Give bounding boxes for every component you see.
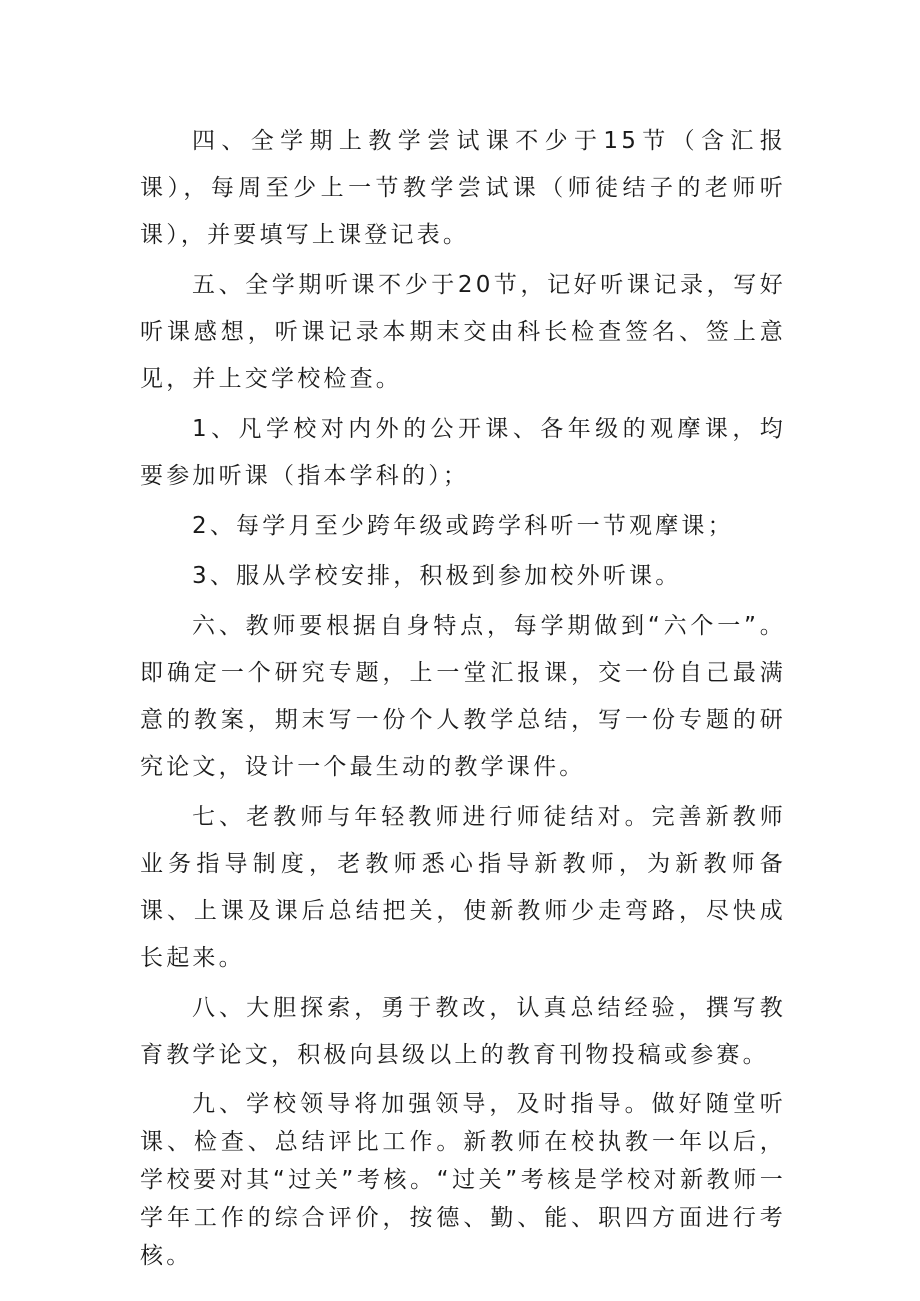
paragraph-item-2: 2、每学月至少跨年级或跨学科听一节观摩课； bbox=[192, 513, 734, 539]
paragraph-assessment: 九、学校领导将加强领导，及时指导。做好随堂听课、检查、总结评比工作。新教师在校执教一年以后，学校要对其“过关”考核。“过关”考核是学校对新教师一学年工作的综合评价，按德、勤、能、职四方面进行考核。 bbox=[140, 1091, 786, 1269]
paragraph-lesson-observation: 五、全学期听课不少于20节，记好听课记录，写好听课感想，听课记录本期末交由科长检查签名、签上意见，并上交学校检查。 bbox=[140, 272, 786, 392]
paragraph-item-3: 3、服从学校安排，积极到参加校外听课。 bbox=[192, 563, 682, 589]
paragraph-six-ones: 六、教师要根据自身特点，每学期做到“六个一”。即确定一个研究专题，上一堂汇报课，交一份自己最满意的教案，期末写一份个人教学总结，写一份专题的研究论文，设计一个最生动的教学课件。 bbox=[140, 613, 786, 780]
paragraph-item-1: 1、凡学校对内外的公开课、各年级的观摩课，均要参加听课（指本学科的）； bbox=[140, 416, 786, 489]
paragraph-mentorship: 七、老教师与年轻教师进行师徒结对。完善新教师业务指导制度，老教师悉心指导新教师，为新教师备课、上课及课后总结把关，使新教师少走弯路，尽快成长起来。 bbox=[140, 804, 786, 971]
document-body bbox=[140, 118, 786, 1275]
paragraph-teaching-reform: 八、大胆探索，勇于教改，认真总结经验，撰写教育教学论文，积极向县级以上的教育刊物投稿或参赛。 bbox=[140, 995, 786, 1068]
paragraph-trial-lessons: 四、全学期上教学尝试课不少于15节（含汇报课），每周至少上一节教学尝试课（师徒结子的老师听课），并要填写上课登记表。 bbox=[140, 128, 786, 248]
